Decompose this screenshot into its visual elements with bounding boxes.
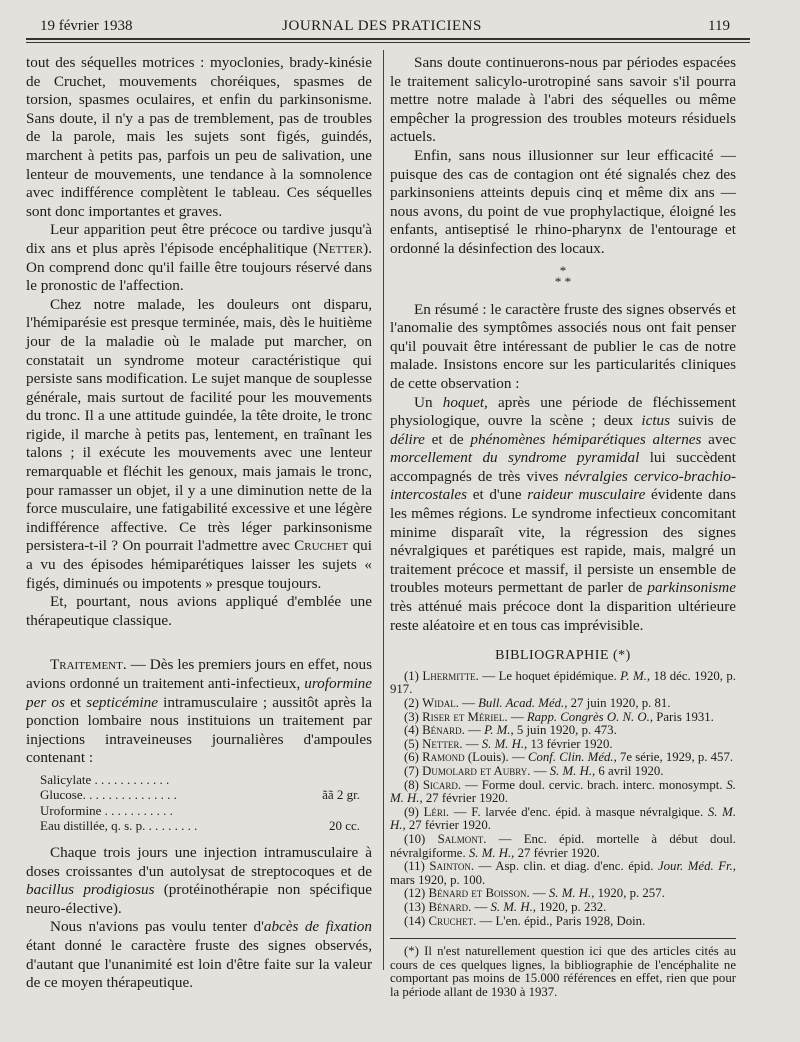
paragraph: Enfin, sans nous illusionner sur leur efficacité — puisque des cas de contagion ont été signalés chez des parkinsoniens atteints depuis cinq et même dix ans — nous avons, du point de vue prophylactique, éloigné les enfants, antiseptisé le rhino-pharynx de l'entourage et ordonné la désinfection des locaux.: [390, 146, 736, 257]
reference-number: (2): [404, 696, 423, 710]
reference-details: 6 avril 1920.: [595, 763, 664, 778]
ingredient-amount: 20 cc.: [328, 818, 360, 834]
reference-author: Léri.: [423, 804, 450, 819]
reference-source: Jour. Méd. Fr.,: [657, 859, 736, 874]
reference-author: Lhermitte.: [422, 668, 479, 683]
bibliography-entry: [390, 738, 736, 752]
reference-text: — Asp. clin. et diag. d'enc. épid.: [474, 859, 658, 874]
reference-details: 27 février 1920.: [405, 818, 491, 833]
ingredient: Eau distillée, q. s. p. . . . . . . . .: [40, 818, 198, 834]
reference-number: (13): [404, 899, 429, 914]
section-separator: * * *: [554, 262, 572, 289]
reference-text: (Louis). —: [464, 750, 528, 765]
reference-number: (4): [404, 723, 423, 738]
reference-source: S. M. H.,: [548, 886, 595, 901]
reference-text: — Enc. épid. mortelle à début doul. névralgiforme.: [390, 831, 736, 860]
reference-author: Bénard et Boisson.: [428, 886, 530, 901]
issue-date: 19 février 1938: [40, 18, 133, 34]
reference-author: Salmont.: [437, 831, 487, 846]
bibliography-entry: [390, 915, 736, 929]
reference-number: (8): [404, 777, 423, 792]
reference-text: —: [464, 723, 485, 738]
reference-details: 18 déc. 1920, p. 917.: [390, 668, 736, 697]
journal-title: JOURNAL DES PRATICIENS: [282, 18, 482, 34]
reference-number: (3): [404, 709, 423, 724]
reference-details: 1920, p. 232.: [535, 899, 607, 914]
reference-author: Sainton.: [429, 859, 475, 874]
reference-author: Ramond: [422, 750, 465, 765]
treatment-paragraph: Traitement. — Dès les premiers jours en effet, nous avions ordonné un traitement anti-infectieux, uroformine per os et septicémine intramusculaire ; aussitôt après la ponction lombaire nous instituions un traitement par injections intraveineuses journalières d'ampoules contenant :: [26, 656, 373, 767]
reference-source: S. M. H.,: [468, 845, 515, 860]
reference-details: mars 1920, p. 100.: [390, 872, 486, 887]
reference-author: Netter.: [422, 736, 463, 751]
reference-text: —: [530, 763, 550, 778]
paragraph: tout des séquelles motrices : myoclonies, brady-kinésie de Cruchet, mouvements choréiques, spasmes de torsion, spasmes oculaires, et enfin du parkinsonisme. Sans doute, il n'y a pas de tremblement, pas de troubles de la parole, mais les sujets sont figés, guindés, marchent à petits pas, parfois un peu de salivation, une lenteur de mouvements, une tendance à la somnolence avec indifférence complètent le tableau. Ces séquelles sont donc importantes et graves.: [26, 54, 372, 220]
reference-details: 27 février 1920.: [514, 845, 600, 860]
paragraph: En résumé : le caractère fruste des signes observés et l'anomalie des symptômes associés nous ont fait penser qu'il pouvait être intéressant de publier le cas de notre malade. Insistons encore sur les particularités cliniques de cette observation :: [390, 300, 736, 392]
bibliography-entry: [390, 670, 736, 697]
bibliography-entry: [390, 697, 736, 711]
reference-number: (9): [404, 804, 424, 819]
bibliography-entry: [390, 779, 736, 806]
ingredient: Uroformine . . . . . . . . . . .: [40, 802, 173, 818]
reference-text: —: [529, 886, 549, 901]
reference-source: S. M. H.,: [549, 763, 596, 778]
bibliography-entry: [390, 765, 736, 779]
reference-details: 1920, p. 257.: [594, 886, 665, 901]
summary-paragraph: Un hoquet, après une période de fléchissement physiologique, ouvre la scène ; deux ictus suivis de délire et de phénomènes hémiparétiques alternes avec morcellement du syndrome pyramidal lui succèdent accompagnés de très vives névralgies cervico-brachio-intercostales et d'une raideur musculaire évidente dans les mêmes régions. Le syndrome infectieux concomitant minime disparaît vite, la régression des signes névralgiques et parétiques est rapide, mais, malgré un traitement précoce et massif, il persiste un ensemble de troubles moteurs permettant de parler de parkinsonisme très atténué mais précoce dont la disparition ultérieure reste aléatoire et en tous cas imprévisible.: [390, 393, 737, 634]
reference-number: (5): [404, 736, 423, 751]
reference-number: (6): [404, 750, 423, 765]
reference-details: 27 juin 1920, p. 81.: [567, 696, 671, 710]
reference-text: —: [462, 736, 482, 751]
reference-text: — Forme doul. cervic. brach. interc. monosympt.: [461, 777, 727, 792]
reference-number: (14): [404, 913, 429, 928]
reference-number: (12): [404, 886, 429, 901]
reference-source: S. M. H.,: [390, 804, 737, 833]
reference-text: — F. larvée d'enc. épid. à masque névralgique.: [449, 804, 708, 819]
reference-details: Paris 1931.: [653, 709, 714, 724]
bibliography-title: BIBLIOGRAPHIE (*): [495, 648, 631, 664]
reference-author: Bénard.: [428, 899, 472, 914]
reference-author: Sicard.: [422, 777, 462, 792]
reference-source: Rapp. Congrès O. N. O.,: [526, 709, 654, 724]
reference-details: 13 février 1920.: [527, 736, 613, 751]
reference-source: Bull. Acad. Méd.,: [478, 696, 568, 710]
reference-text: — Le hoquet épidémique.: [478, 668, 621, 683]
header-rule-thin: [26, 42, 750, 43]
bibliography-list: [390, 670, 736, 928]
footnote: (*) Il n'est naturellement question ici que des articles cités au cours de ces quelques lignes, la bibliographie de l'encéphalite ne comportant pas moins de 15.000 références en effet, rien que pour la période allant de 1930 à 1937.: [390, 944, 736, 999]
prescription-formula: [40, 772, 372, 834]
paragraph: Nous n'avions pas voulu tenter d'abcès de fixation étant donné le caractère fruste des signes observés, d'autant que l'unanimité est loin d'être faite sur la valeur de ce moyen thérapeutique.: [26, 918, 372, 992]
ingredient: Glucose. . . . . . . . . . . . . . .: [40, 787, 177, 803]
bibliography-entry: [390, 806, 736, 833]
reference-details: 7e série, 1929, p. 457.: [616, 750, 734, 765]
reference-details: 5 juin 1920, p. 473.: [513, 723, 617, 738]
paragraph: Et, pourtant, nous avions appliqué d'emblée une thérapeutique classique.: [26, 593, 372, 629]
page-number: 119: [708, 18, 730, 34]
reference-source: S. M. H.,: [490, 899, 536, 914]
reference-author: Cruchet.: [428, 913, 477, 928]
author-name: Cruchet: [294, 537, 349, 555]
bibliography-entry: [390, 711, 736, 725]
reference-source: Conf. Clin. Méd.,: [527, 750, 617, 765]
bibliography-entry: [390, 860, 736, 887]
paragraph: Sans doute continuerons-nous par périodes espacées le traitement salicylo-urotropiné sans savoir s'il pourra mettre notre malade à l'abri des séquelles ou même empêcher la progression des troubles moteurs résiduels actuels.: [390, 54, 736, 146]
column-divider: [383, 50, 384, 970]
reference-number: (10): [404, 831, 438, 846]
footnote-rule: [390, 938, 736, 939]
reference-text: — L'en. épid., Paris 1928, Doin.: [476, 913, 646, 928]
paragraph: Leur apparition peut être précoce ou tardive jusqu'à dix ans et plus après l'épisode encéphalitique (Netter). On comprend donc qu'il faille être toujours réservé dans le pronostic de l'affection.: [26, 221, 372, 295]
reference-source: P. M.,: [484, 723, 514, 738]
reference-number: (11): [404, 859, 430, 874]
reference-text: —: [458, 696, 479, 710]
reference-text: —: [471, 899, 491, 914]
reference-source: S. M. H.,: [481, 736, 528, 751]
author-name: Netter: [317, 239, 364, 257]
reference-author: Riser et Mériel.: [422, 709, 508, 724]
bibliography-entry: [390, 751, 736, 765]
reference-author: Dumolard et Aubry.: [422, 763, 531, 778]
right-column: [390, 54, 736, 999]
ingredient: Salicylate . . . . . . . . . . . .: [40, 771, 170, 787]
reference-number: (1): [404, 668, 423, 683]
bibliography-entry: [390, 887, 736, 901]
header-rule: [26, 38, 750, 40]
reference-text: —: [507, 709, 527, 724]
reference-author: Bénard.: [422, 723, 465, 738]
reference-details: 27 février 1920.: [422, 791, 508, 806]
reference-number: (7): [404, 763, 423, 778]
reference-source: P. M.,: [620, 668, 651, 683]
ingredient-amount: ãã 2 gr.: [322, 787, 360, 803]
reference-author: Widal.: [422, 696, 459, 710]
paragraph: Chez notre malade, les douleurs ont disparu, l'hémiparésie est presque terminée, mais, dès le huitième jour de la maladie où le malade put marcher, on constatait un syndrome moteur caractéristique qui persiste sans modification. Le sujet manque de souplesse générale, mais surtout de facilité pour les mouvements du tronc. Il a une attitude guindée, la tête droite, le tronc rigide, il marche à petits pas, lentement, en traînant les talons ; il exécute les mouvements avec une lenteur remarquable et fléchit les genoux, mais jamais le tronc, pour ramasser un objet, il y a une diminution nette de la force musculaire, une fatigabilité excessive et une légère indifférence affective. Ce très léger parkinsonisme persistera-t-il ? On pourrait l'admettre avec Cruchet qui a vu des épisodes hémiparétiques laisser les sujets « figés, diminués ou impotents » presque toujours.: [26, 295, 372, 592]
reference-source: S. M. H.,: [390, 777, 736, 806]
bibliography-entry: [390, 901, 736, 915]
running-header: [26, 14, 738, 40]
section-label: Traitement.: [50, 656, 127, 674]
bibliography-entry: [390, 724, 736, 738]
paragraph: Chaque trois jours une injection intramusculaire à doses croissantes d'un autolysat de streptocoques et de bacillus prodigiosus (protéinothérapie non spécifique neuro-élective).: [26, 843, 372, 917]
left-column: [26, 54, 372, 993]
bibliography-entry: [390, 833, 736, 860]
